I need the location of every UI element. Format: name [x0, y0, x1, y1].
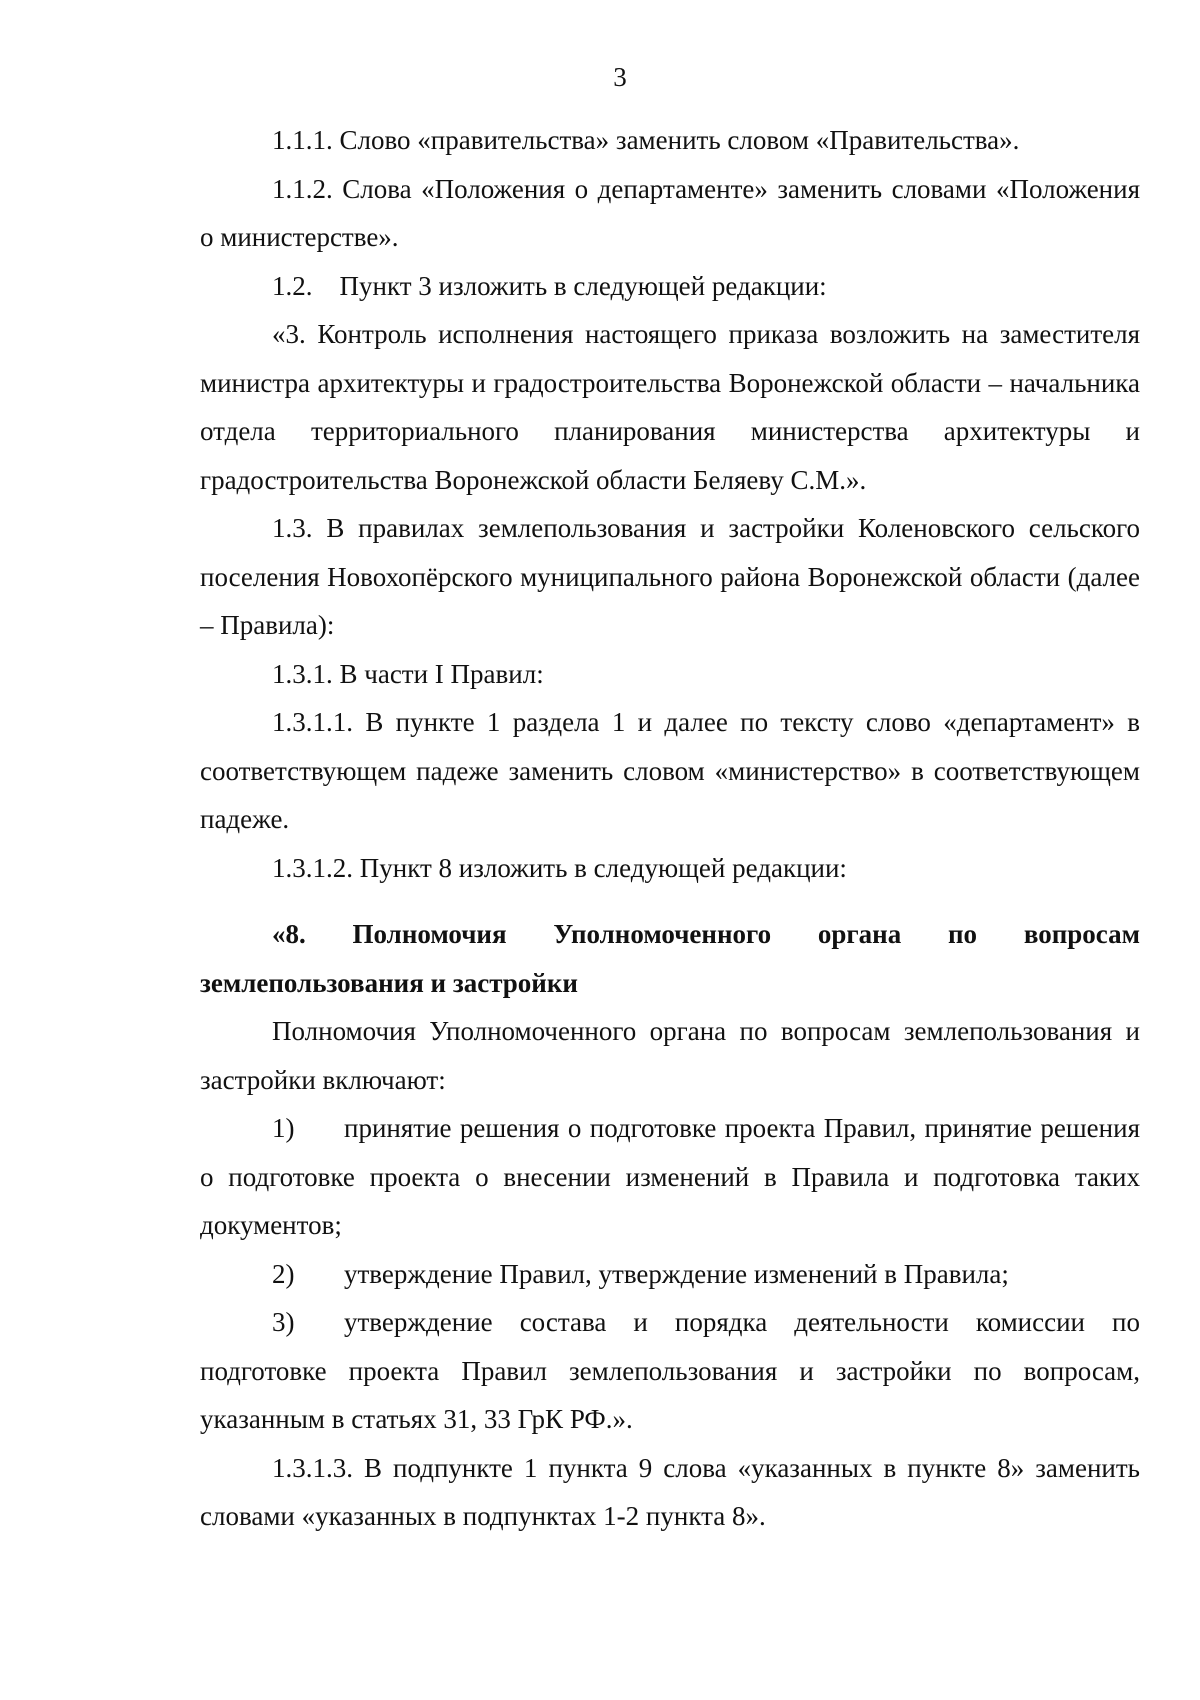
list-item-text: принятие решения о подготовке проекта Правил, принятие решения о подготовке проекта о внесении изменений в Правила и подготовка таких документов;	[200, 1113, 1140, 1240]
paragraph-1-3: 1.3. В правилах землепользования и застройки Коленовского сельского поселения Новохопёрского муниципального района Воронежской области (далее – Правила):	[200, 513, 1140, 640]
paragraph-1-3-1-2: 1.3.1.2. Пункт 8 изложить в следующей редакции:	[272, 852, 847, 883]
list-item-number: 1)	[272, 1113, 295, 1143]
list-item-number: 3)	[272, 1307, 295, 1337]
list-item	[200, 1104, 1140, 1250]
paragraph-1-1-2: 1.1.2. Слова «Положения о департаменте» заменить словами «Положения о министерстве».	[200, 173, 1140, 252]
document-body	[200, 116, 1140, 1541]
paragraph-1-2: 1.2. Пункт 3 изложить в следующей редакции:	[272, 270, 827, 301]
paragraph-1-3-1: 1.3.1. В части I Правил:	[272, 658, 544, 689]
paragraph-authority-intro: Полномочия Уполномоченного органа по вопросам землепользования и застройки включают:	[200, 1016, 1140, 1095]
page-number: 3	[613, 62, 627, 92]
section-8-heading: «8. Полномочия Уполномоченного органа по вопросам землепользования и застройки	[200, 919, 1140, 998]
paragraph-1-1-1: 1.1.1. Слово «правительства» заменить словом «Правительства».	[272, 125, 1020, 155]
list-item-text: утверждение состава и порядка деятельности комиссии по подготовке проекта Правил землепользования и застройки по вопросам, указанным в статьях 31, 33 ГрК РФ.».	[200, 1307, 1140, 1434]
list-item-number: 2)	[272, 1258, 295, 1289]
paragraph-quote-3: «3. Контроль исполнения настоящего приказа возложить на заместителя министра архитектуры и градостроительства Воронежской области – начальника отдела территориального планирования министерства архитектуры и градостроительства Воронежской области Беляеву С.М.».	[200, 319, 1140, 495]
list-item	[200, 1250, 1140, 1299]
list-item-text: утверждение Правил, утверждение изменений в Правила;	[344, 1258, 1009, 1289]
paragraph-1-3-1-1: 1.3.1.1. В пункте 1 раздела 1 и далее по тексту слово «департамент» в соответствующем падеже заменить словом «министерство» в соответствующем падеже.	[200, 707, 1140, 834]
paragraph-1-3-1-3: 1.3.1.3. В подпункте 1 пункта 9 слова «указанных в пункте 8» заменить словами «указанных в подпунктах 1-2 пункта 8».	[200, 1452, 1140, 1531]
list-item	[200, 1298, 1140, 1444]
